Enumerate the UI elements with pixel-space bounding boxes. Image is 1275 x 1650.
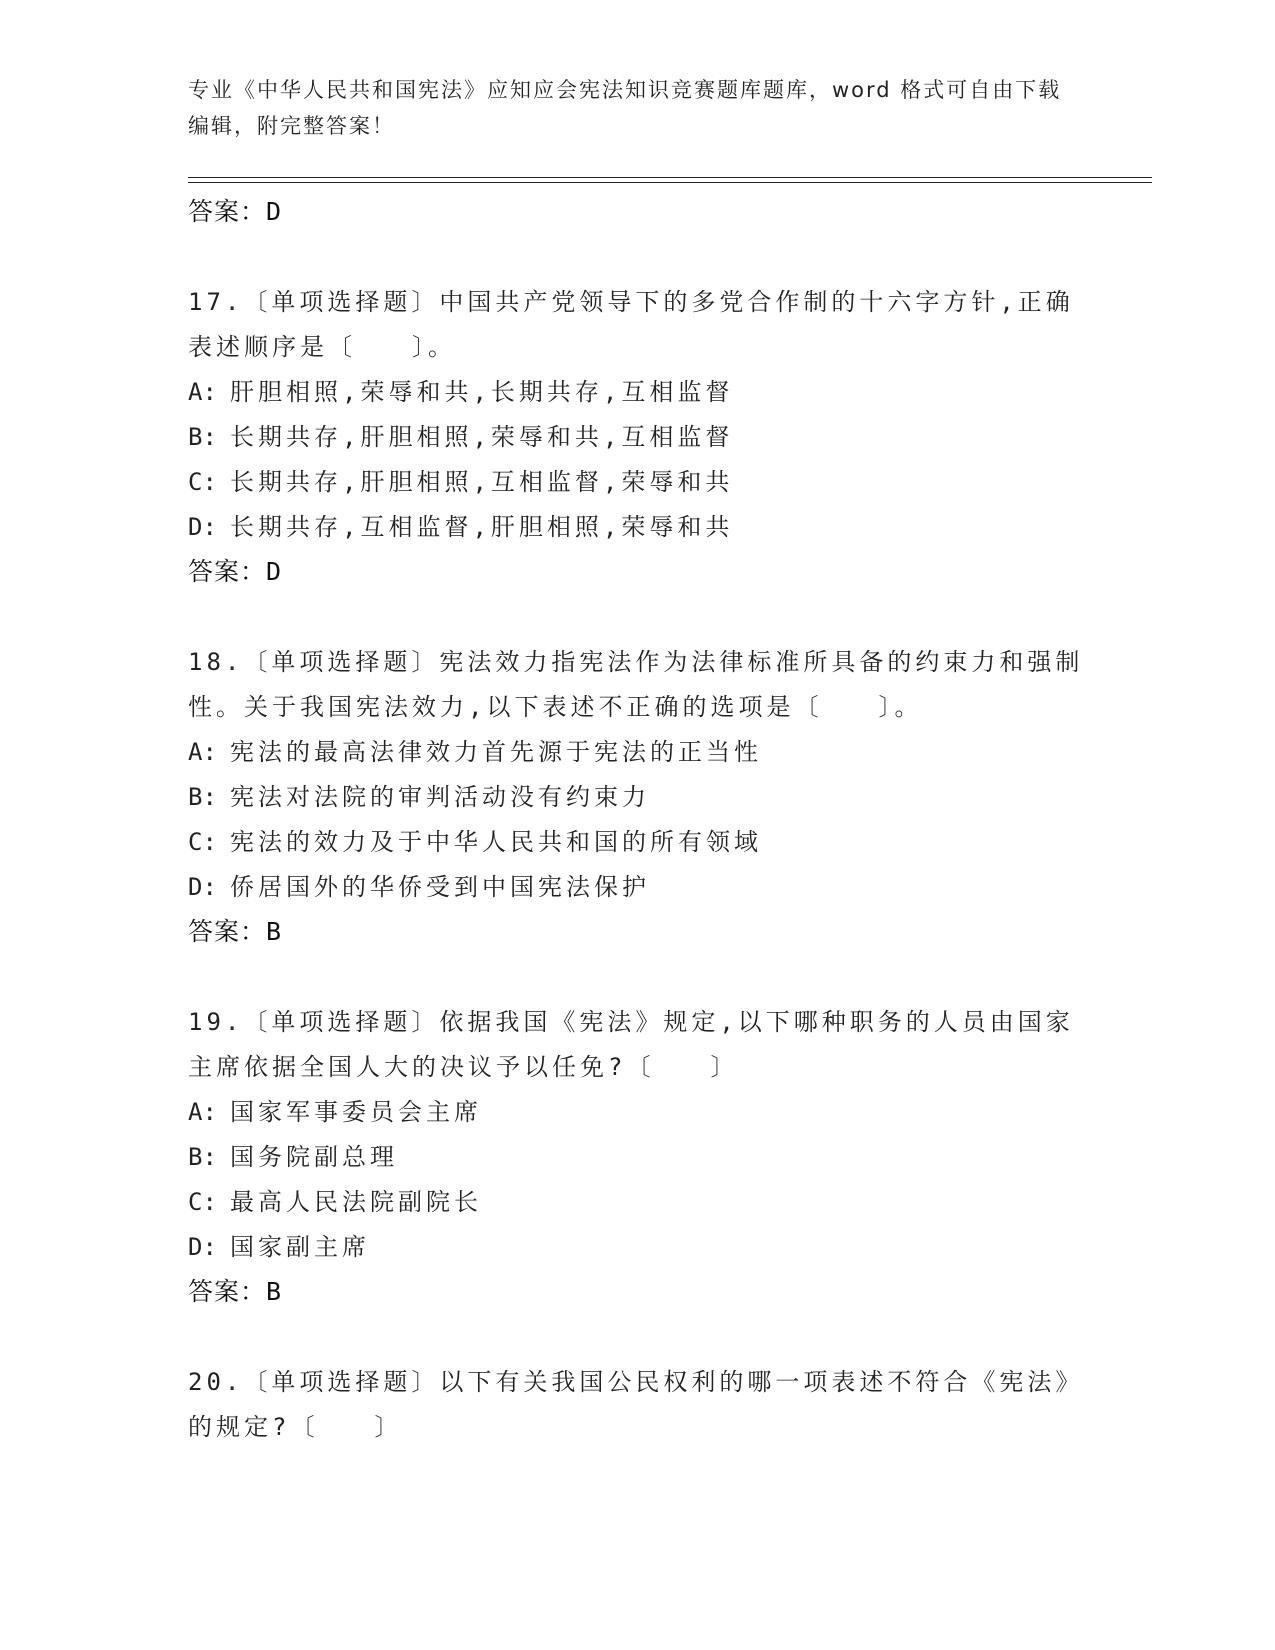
option-b: B: 国务院副总理 bbox=[188, 1143, 398, 1171]
header-divider-bottom bbox=[188, 182, 1152, 183]
option-c: C: 宪法的效力及于中华人民共和国的所有领域 bbox=[188, 828, 762, 856]
option-a: A: 肝胆相照,荣辱和共,长期共存,互相监督 bbox=[188, 378, 734, 406]
header-divider-top bbox=[188, 177, 1152, 178]
answer-line: 答案：D bbox=[188, 197, 283, 226]
option-d: D: 长期共存,互相监督,肝胆相照,荣辱和共 bbox=[188, 513, 734, 541]
option-d: D: 国家副主席 bbox=[188, 1233, 370, 1261]
option-b: B: 长期共存,肝胆相照,荣辱和共,互相监督 bbox=[188, 423, 734, 451]
question-stem: 19.〔单项选择题〕依据我国《宪法》规定,以下哪种职务的人员由国家主席依据全国人大的决议予以任免?〔 〕 bbox=[188, 1008, 1074, 1081]
question-stem: 20.〔单项选择题〕以下有关我国公民权利的哪一项表述不符合《宪法》的规定?〔 〕 bbox=[188, 1368, 1084, 1441]
question-20 bbox=[188, 1360, 1088, 1450]
page-header: 专业《中华人民共和国宪法》应知应会宪法知识竞赛题库题库，word 格式可自由下载编辑，附完整答案！ bbox=[188, 78, 1062, 138]
question-stem: 18.〔单项选择题〕宪法效力指宪法作为法律标准所具备的约束力和强制性。关于我国宪法效力,以下表述不正确的选项是〔 〕。 bbox=[188, 648, 1084, 721]
answer-line: 答案：D bbox=[188, 557, 283, 586]
option-c: C: 最高人民法院副院长 bbox=[188, 1188, 482, 1216]
question-17 bbox=[188, 280, 1088, 594]
option-a: A: 国家军事委员会主席 bbox=[188, 1098, 482, 1126]
option-b: B: 宪法对法院的审判活动没有约束力 bbox=[188, 783, 650, 811]
answer-line: 答案：B bbox=[188, 917, 283, 946]
option-d: D: 侨居国外的华侨受到中国宪法保护 bbox=[188, 873, 650, 901]
question-stem: 17.〔单项选择题〕中国共产党领导下的多党合作制的十六字方针,正确表述顺序是〔 〕。 bbox=[188, 288, 1074, 361]
question-19 bbox=[188, 1000, 1088, 1314]
question-18 bbox=[188, 640, 1088, 954]
answer-line: 答案：B bbox=[188, 1277, 283, 1306]
option-a: A: 宪法的最高法律效力首先源于宪法的正当性 bbox=[188, 738, 762, 766]
question-list bbox=[188, 190, 1088, 1450]
option-c: C: 长期共存,肝胆相照,互相监督,荣辱和共 bbox=[188, 468, 734, 496]
